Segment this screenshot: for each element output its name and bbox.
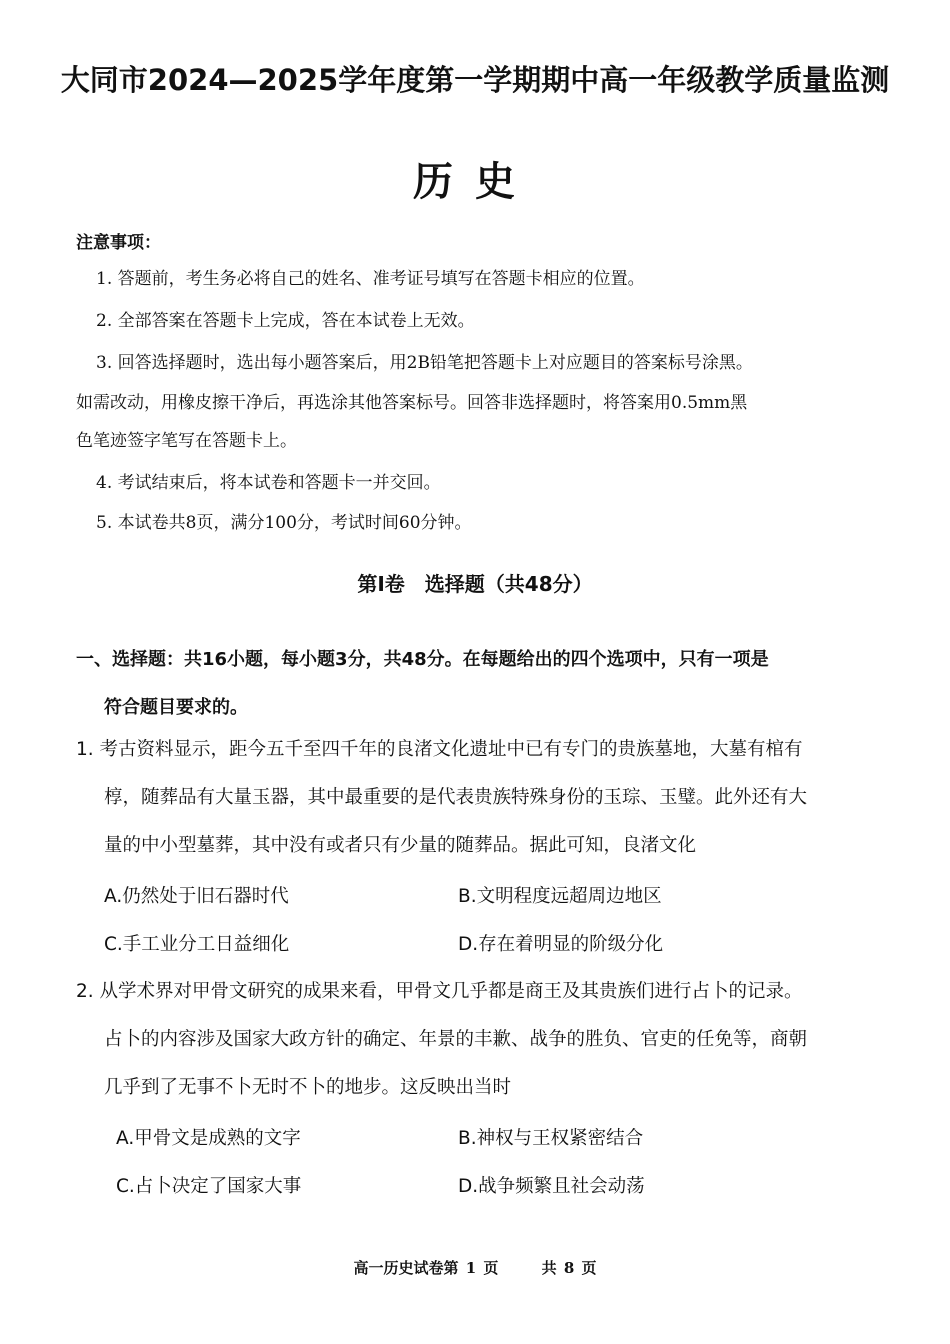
question-1-option-b: B.文明程度远超周边地区	[458, 886, 662, 907]
footer-total-label: 共 8 页	[541, 1259, 597, 1277]
notice-item-3-line-2: 如需改动，用橡皮擦干净后，再选涂其他答案标号。回答非选择题时，将答案用0.5mm黑	[76, 393, 748, 413]
question-1-line-1: 1. 考古资料显示，距今五千至四千年的良渚文化遗址中已有专门的贵族墓地，大墓有棺有	[76, 739, 803, 760]
question-2-line-1: 2. 从学术界对甲骨文研究的成果来看，甲骨文几乎都是商王及其贵族们进行占卜的记录。	[76, 981, 803, 1002]
question-2-option-d: D.战争频繁且社会动荡	[458, 1176, 645, 1197]
question-2	[76, 968, 876, 1112]
notice-heading: 注意事项：	[76, 233, 161, 253]
notice-item-3-line-3: 色笔迹签字笔写在答题卡上。	[76, 431, 297, 451]
page-footer	[0, 1257, 950, 1278]
question-1-line-3: 量的中小型墓葬，其中没有或者只有少量的随葬品。据此可知，良渚文化	[104, 835, 697, 856]
notice-item-5: 5. 本试卷共8页，满分100分，考试时间60分钟。	[96, 513, 472, 533]
notice-item-4: 4. 考试结束后，将本试卷和答题卡一并交回。	[96, 473, 441, 493]
part-heading	[76, 636, 876, 732]
question-1-option-d: D.存在着明显的阶级分化	[458, 934, 664, 955]
question-2-line-3: 几乎到了无事不卜无时不卜的地步。这反映出当时	[104, 1077, 512, 1098]
footer-page-label: 高一历史试卷第 1 页	[353, 1259, 499, 1277]
question-1	[76, 726, 876, 870]
question-1-option-a: A.仍然处于旧石器时代	[104, 886, 289, 907]
question-2-option-b: B.神权与王权紧密结合	[458, 1128, 644, 1149]
notice-item-1: 1. 答题前，考生务必将自己的姓名、准考证号填写在答题卡相应的位置。	[96, 269, 645, 289]
question-2-option-c: C.占卜决定了国家大事	[116, 1176, 302, 1197]
question-1-line-2: 椁，随葬品有大量玉器，其中最重要的是代表贵族特殊身份的玉琮、玉璧。此外还有大	[104, 787, 808, 808]
notice-item-2: 2. 全部答案在答题卡上完成，答在本试卷上无效。	[96, 311, 475, 331]
question-2-line-2: 占卜的内容涉及国家大政方针的确定、年景的丰歉、战争的胜负、官吏的任免等，商朝	[104, 1029, 808, 1050]
notice-item-3-line-1: 3. 回答选择题时，选出每小题答案后，用2B铅笔把答题卡上对应题目的答案标号涂黑。	[96, 353, 753, 373]
exam-title: 大同市2024—2025学年度第一学期期中高一年级教学质量监测	[60, 63, 890, 97]
part-heading-line-2: 符合题目要求的。	[104, 697, 248, 718]
question-2-option-a: A.甲骨文是成熟的文字	[116, 1128, 301, 1149]
subject-title: 历史	[413, 159, 537, 205]
question-1-option-c: C.手工业分工日益细化	[104, 934, 290, 955]
section-title: 第Ⅰ卷 选择题（共48分）	[357, 572, 593, 596]
part-heading-line-1: 一、选择题：共16小题，每小题3分，共48分。在每题给出的四个选项中，只有一项是	[76, 649, 769, 670]
